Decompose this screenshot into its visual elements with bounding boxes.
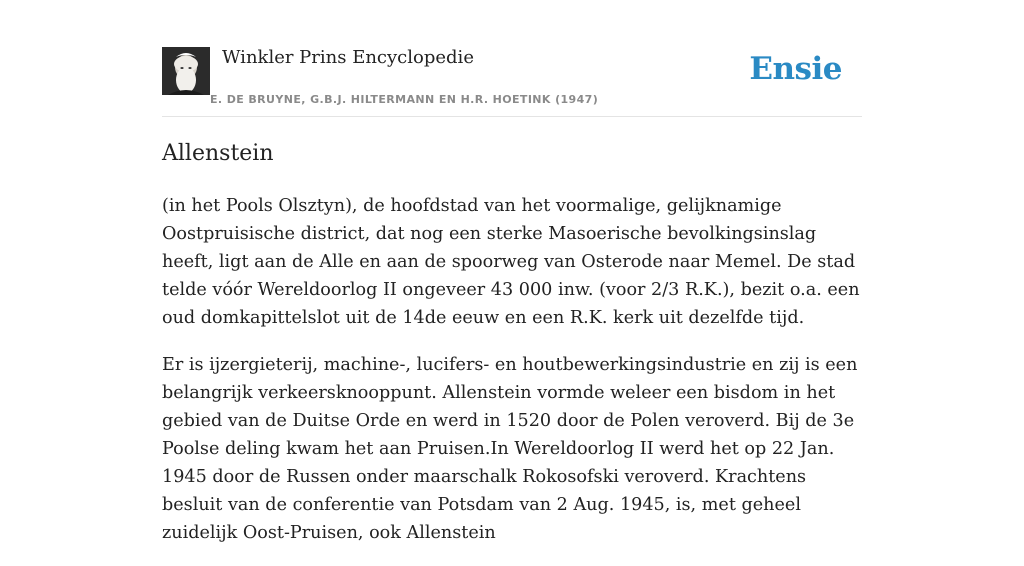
article-paragraph: (in het Pools Olsztyn), de hoofdstad van het voormalige, gelijknamige Oostpruisische district, dat nog een sterke Masoerische bevolkingsinslag heeft, ligt aan de Alle en aan de spoorweg van Osterode naar Memel. De stad telde vóór Wereldoorlog II ongeveer 43 000 inw. (voor 2/3 R.K.), bezit o.a. een oud domkapittelslot uit de 14de eeuw en een R.K. kerk uit dezelfde tijd. [162,196,860,328]
source-title[interactable]: Winkler Prins Encyclopedie [222,47,474,68]
page [162,0,862,543]
author-avatar [162,47,210,95]
ensie-logo-link[interactable]: Ensie [749,51,842,87]
article-paragraph: Er is ijzergieterij, machine-, lucifers- en houtbewerkingsindustrie en zij is een belangrijk verkeersknooppunt. Allenstein vormde weleer een bisdom in het gebied van de Duitse Orde en werd in 1520 door de Polen veroverd. Bij de 3e Poolse deling kwam het aan Pruisen.In Wereldoorlog II werd het op 22 Jan. 1945 door de Russen onder maarschalk Rokosofski veroverd. Krachtens besluit van de conferentie van Potsdam van 2 Aug. 1945, is, met geheel zuidelijk Oost-Pruisen, ook Allenstein [162,355,858,543]
source-header [162,0,862,117]
source-authors: E. DE BRUYNE, G.B.J. HILTERMANN EN H.R. HOETINK (1947) [210,93,599,106]
portrait-photo-icon [162,47,210,95]
article-title: Allenstein [162,141,274,166]
article-body [162,192,862,566]
